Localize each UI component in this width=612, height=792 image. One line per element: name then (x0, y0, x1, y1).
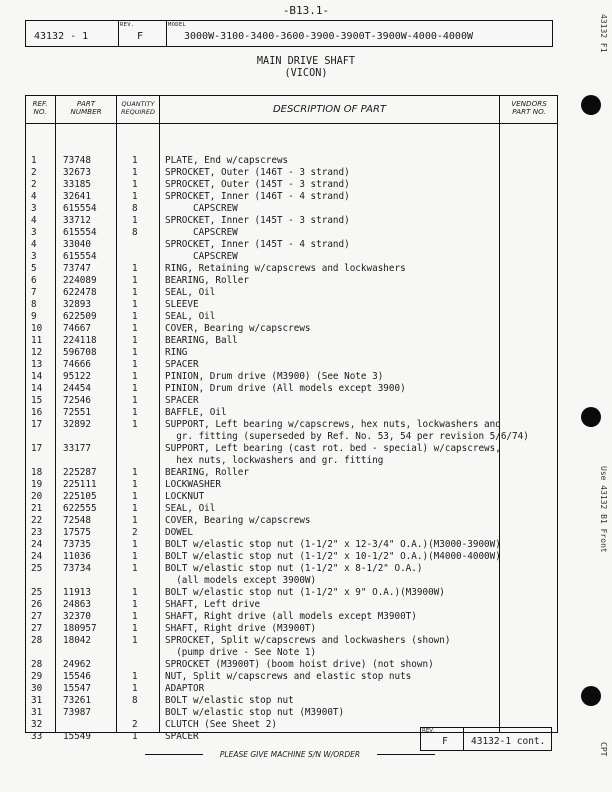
col-header-desc: DESCRIPTION OF PART (272, 104, 387, 115)
ref-number: 27 (31, 611, 43, 622)
table-row (25, 575, 558, 587)
part-number: 72551 (63, 407, 91, 418)
part-number: 11036 (63, 551, 91, 562)
part-number: 73734 (63, 563, 91, 574)
table-row (25, 551, 558, 563)
quantity: 1 (132, 587, 138, 598)
ref-number: 33 (31, 731, 43, 742)
description: BOLT w/elastic stop nut (1-1/2" x 12-3/4" O.A.)(M3000-3900W) (165, 539, 501, 550)
description: PLATE, End w/capscrews (165, 155, 289, 166)
footer-line-right (377, 754, 435, 755)
ref-number: 25 (31, 587, 43, 598)
table-row (25, 179, 558, 191)
description: SPROCKET, Inner (146T - 4 strand) (165, 191, 350, 202)
header-models: 3000W-3100-3400-3600-3900-3900T-3900W-4000-4000W (184, 31, 473, 42)
table-row (25, 419, 558, 431)
quantity: 1 (132, 491, 138, 502)
footer-rev-box (420, 727, 552, 751)
part-number: 17575 (63, 527, 91, 538)
quantity: 1 (132, 287, 138, 298)
quantity: 8 (132, 227, 138, 238)
ref-number: 1 (31, 155, 37, 166)
ref-number: 16 (31, 407, 43, 418)
part-number: 32893 (63, 299, 91, 310)
table-row (25, 455, 558, 467)
ref-number: 23 (31, 527, 43, 538)
ref-number: 20 (31, 491, 43, 502)
description: SPACER (165, 731, 199, 742)
footer-rev-separator (463, 728, 464, 750)
ref-number: 12 (31, 347, 43, 358)
description: hex nuts, lockwashers and gr. fitting (165, 455, 384, 466)
ref-number: 28 (31, 659, 43, 670)
part-number: 73735 (63, 539, 91, 550)
part-number: 32370 (63, 611, 91, 622)
quantity: 1 (132, 479, 138, 490)
table-row (25, 287, 558, 299)
header-part-number: 43132 - 1 (34, 31, 89, 42)
description: RING (165, 347, 188, 358)
description: BEARING, Roller (165, 275, 249, 286)
part-number: 225287 (63, 467, 97, 478)
ref-number: 17 (31, 443, 43, 454)
part-number: 24962 (63, 659, 91, 670)
table-row (25, 311, 558, 323)
part-number: 33177 (63, 443, 91, 454)
quantity: 1 (132, 347, 138, 358)
quantity: 1 (132, 263, 138, 274)
description: BOLT w/elastic stop nut (1-1/2" x 9" O.A.)(M3900W) (165, 587, 445, 598)
part-number: 11913 (63, 587, 91, 598)
part-number: 24863 (63, 599, 91, 610)
quantity: 1 (132, 335, 138, 346)
table-row (25, 683, 558, 695)
part-number: 224089 (63, 275, 97, 286)
part-number: 95122 (63, 371, 91, 382)
page-title: MAIN DRIVE SHAFT (256, 56, 356, 67)
description: SEAL, Oil (165, 287, 216, 298)
table-row (25, 623, 558, 635)
table-row (25, 491, 558, 503)
part-number: 224118 (63, 335, 97, 346)
description: BOLT w/elastic stop nut (1-1/2" x 10-1/2" O.A.)(M4000-4000W) (165, 551, 501, 562)
table-row (25, 659, 558, 671)
description: BAFFLE, Oil (165, 407, 227, 418)
description: SHAFT, Left drive (165, 599, 261, 610)
part-number: 15546 (63, 671, 91, 682)
part-number: 33712 (63, 215, 91, 226)
page-subtitle: (VICON) (284, 68, 328, 79)
description: SPROCKET (M3900T) (boom hoist drive) (not shown) (165, 659, 434, 670)
table-row (25, 563, 558, 575)
quantity: 1 (132, 215, 138, 226)
part-number: 225105 (63, 491, 97, 502)
quantity: 1 (132, 623, 138, 634)
description: SPACER (165, 395, 199, 406)
description: SHAFT, Right drive (M3900T) (165, 623, 317, 634)
header-rev-cell (118, 21, 167, 46)
quantity: 1 (132, 563, 138, 574)
ref-number: 17 (31, 419, 43, 430)
description: SLEEVE (165, 299, 199, 310)
part-number: 180957 (63, 623, 97, 634)
quantity: 1 (132, 191, 138, 202)
description: SHAFT, Right drive (all models except M3900T) (165, 611, 417, 622)
description: SUPPORT, Left bearing (cast rot. bed - special) w/capscrews, (165, 443, 501, 454)
part-number: 596708 (63, 347, 97, 358)
col-header-vendors: VENDORS PART NO. (511, 99, 547, 116)
description: BEARING, Ball (165, 335, 238, 346)
quantity: 2 (132, 527, 138, 538)
part-number: 225111 (63, 479, 97, 490)
ref-number: 25 (31, 563, 43, 574)
col-header-qty: QUANTITY REQUIRED (120, 100, 156, 116)
table-row (25, 671, 558, 683)
quantity: 1 (132, 395, 138, 406)
description: DOWEL (165, 527, 193, 538)
part-number: 73748 (63, 155, 91, 166)
ref-number: 4 (31, 191, 37, 202)
part-number: 15549 (63, 731, 91, 742)
table-row (25, 527, 558, 539)
col-header-ref: REF. NO. (32, 99, 48, 116)
footer-rev-label: REV. (422, 728, 435, 734)
quantity: 1 (132, 551, 138, 562)
table-row (25, 191, 558, 203)
table-row (25, 515, 558, 527)
quantity: 1 (132, 359, 138, 370)
description: SUPPORT, Left bearing w/capscrews, hex nuts, lockwashers and (165, 419, 501, 430)
table-row (25, 479, 558, 491)
ref-number: 19 (31, 479, 43, 490)
quantity: 8 (132, 203, 138, 214)
table-row (25, 215, 558, 227)
description: NUT, Split w/capscrews and elastic stop nuts (165, 671, 412, 682)
ref-number: 9 (31, 311, 37, 322)
ref-number: 28 (31, 635, 43, 646)
quantity: 1 (132, 599, 138, 610)
footer-part-cont: 43132-1 cont. (471, 736, 546, 747)
ref-number: 3 (31, 227, 37, 238)
quantity: 1 (132, 155, 138, 166)
description: CLUTCH (See Sheet 2) (165, 719, 277, 730)
quantity: 8 (132, 695, 138, 706)
ref-number: 13 (31, 359, 43, 370)
quantity: 1 (132, 299, 138, 310)
ref-number: 30 (31, 683, 43, 694)
ref-number: 2 (31, 179, 37, 190)
quantity: 1 (132, 503, 138, 514)
table-row (25, 539, 558, 551)
col-header-part: PART NUMBER (70, 99, 102, 116)
part-number: 73261 (63, 695, 91, 706)
header-part-cell (26, 21, 119, 46)
quantity: 1 (132, 671, 138, 682)
margin-text-middle: Use 43132 B1 Front (599, 466, 608, 553)
table-top-border (25, 95, 558, 96)
quantity: 1 (132, 635, 138, 646)
description: COVER, Bearing w/capscrews (165, 323, 311, 334)
ref-number: 32 (31, 719, 43, 730)
ref-number: 18 (31, 467, 43, 478)
quantity: 1 (132, 371, 138, 382)
part-number: 615554 (63, 251, 97, 262)
table-row (25, 611, 558, 623)
header-box (25, 20, 553, 47)
ref-number: 29 (31, 671, 43, 682)
quantity: 1 (132, 683, 138, 694)
part-number: 615554 (63, 227, 97, 238)
table-row (25, 443, 558, 455)
ref-number: 3 (31, 251, 37, 262)
description: CAPSCREW (165, 203, 238, 214)
part-number: 18042 (63, 635, 91, 646)
header-rev-label: REV. (120, 22, 135, 28)
binder-hole-bottom (581, 686, 601, 706)
table-row (25, 587, 558, 599)
ref-number: 24 (31, 539, 43, 550)
part-number: 622478 (63, 287, 97, 298)
description: RING, Retaining w/capscrews and lockwashers (165, 263, 406, 274)
table-row (25, 431, 558, 443)
description: BOLT w/elastic stop nut (M3900T) (165, 707, 345, 718)
table-row (25, 335, 558, 347)
description: PINION, Drum drive (M3900) (See Note 3) (165, 371, 384, 382)
description: LOCKNUT (165, 491, 205, 502)
description: (pump drive - See Note 1) (165, 647, 317, 658)
part-number: 72548 (63, 515, 91, 526)
footer-note-wrap (145, 750, 435, 759)
ref-number: 8 (31, 299, 37, 310)
description: COVER, Bearing w/capscrews (165, 515, 311, 526)
footer-line-left (145, 754, 203, 755)
description: BOLT w/elastic stop nut (1-1/2" x 8-1/2" O.A.) (165, 563, 423, 574)
table-row (25, 395, 558, 407)
table-row (25, 203, 558, 215)
part-number: 615554 (63, 203, 97, 214)
binder-hole-top (581, 95, 601, 115)
ref-number: 7 (31, 287, 37, 298)
footer-note: PLEASE GIVE MACHINE S/N W/ORDER (219, 750, 361, 759)
ref-number: 3 (31, 203, 37, 214)
description: ADAPTOR (165, 683, 205, 694)
table-row (25, 299, 558, 311)
ref-number: 14 (31, 371, 43, 382)
quantity: 1 (132, 179, 138, 190)
description: LOCKWASHER (165, 479, 221, 490)
page-code: -B13.1- (282, 4, 330, 17)
part-number: 15547 (63, 683, 91, 694)
part-number: 72546 (63, 395, 91, 406)
table-row (25, 227, 558, 239)
part-number: 74667 (63, 323, 91, 334)
ref-number: 14 (31, 383, 43, 394)
table-row (25, 407, 558, 419)
ref-number: 5 (31, 263, 37, 274)
ref-number: 24 (31, 551, 43, 562)
table-row (25, 647, 558, 659)
quantity: 1 (132, 467, 138, 478)
part-number: 622555 (63, 503, 97, 514)
description: SPROCKET, Inner (145T - 3 strand) (165, 215, 350, 226)
table-row (25, 467, 558, 479)
binder-hole-middle (581, 407, 601, 427)
quantity: 1 (132, 419, 138, 430)
description: (all models except 3900W) (165, 575, 317, 586)
quantity: 1 (132, 515, 138, 526)
part-number: 33040 (63, 239, 91, 250)
part-number: 73747 (63, 263, 91, 274)
ref-number: 6 (31, 275, 37, 286)
ref-number: 22 (31, 515, 43, 526)
ref-number: 11 (31, 335, 43, 346)
ref-number: 4 (31, 215, 37, 226)
table-row (25, 383, 558, 395)
footer-rev-value: F (442, 736, 448, 747)
part-number: 24454 (63, 383, 91, 394)
ref-number: 21 (31, 503, 43, 514)
ref-number: 10 (31, 323, 43, 334)
part-number: 32641 (63, 191, 91, 202)
margin-text-bottom: CPT (599, 742, 608, 757)
table-row (25, 347, 558, 359)
description: BEARING, Roller (165, 467, 249, 478)
part-number: 74666 (63, 359, 91, 370)
description: gr. fitting (superseded by Ref. No. 53, 54 per revision 5/6/74) (165, 431, 529, 442)
description: SPROCKET, Split w/capscrews and lockwashers (shown) (165, 635, 451, 646)
description: SPROCKET, Outer (146T - 3 strand) (165, 167, 350, 178)
table-row (25, 503, 558, 515)
quantity: 1 (132, 383, 138, 394)
ref-number: 4 (31, 239, 37, 250)
table-row (25, 707, 558, 719)
quantity: 1 (132, 407, 138, 418)
description: SPROCKET, Inner (145T - 4 strand) (165, 239, 350, 250)
table-row (25, 371, 558, 383)
description: PINION, Drum drive (All models except 3900) (165, 383, 406, 394)
quantity: 1 (132, 275, 138, 286)
description: CAPSCREW (165, 227, 238, 238)
description: SEAL, Oil (165, 503, 216, 514)
description: SEAL, Oil (165, 311, 216, 322)
table-row (25, 323, 558, 335)
quantity: 1 (132, 167, 138, 178)
table-row (25, 635, 558, 647)
header-rev-value: F (137, 31, 144, 42)
table-row (25, 239, 558, 251)
table-row (25, 275, 558, 287)
table-row (25, 599, 558, 611)
quantity: 1 (132, 323, 138, 334)
part-number: 622509 (63, 311, 97, 322)
table-row (25, 167, 558, 179)
description: SPROCKET, Outer (145T - 3 strand) (165, 179, 350, 190)
ref-number: 2 (31, 167, 37, 178)
quantity: 1 (132, 539, 138, 550)
ref-number: 31 (31, 707, 43, 718)
table-header-divider (25, 123, 558, 124)
quantity: 2 (132, 719, 138, 730)
part-number: 32892 (63, 419, 91, 430)
part-number: 73987 (63, 707, 91, 718)
table-row (25, 359, 558, 371)
quantity: 1 (132, 311, 138, 322)
table-row (25, 155, 558, 167)
table-row (25, 695, 558, 707)
quantity: 1 (132, 731, 138, 742)
quantity: 1 (132, 611, 138, 622)
header-model-label: MODEL (168, 22, 187, 28)
ref-number: 31 (31, 695, 43, 706)
ref-number: 27 (31, 623, 43, 634)
description: SPACER (165, 359, 199, 370)
part-number: 32673 (63, 167, 91, 178)
margin-text-top: 43132 F1 (599, 14, 608, 53)
description: BOLT w/elastic stop nut (165, 695, 294, 706)
table-row (25, 251, 558, 263)
table-row (25, 263, 558, 275)
ref-number: 15 (31, 395, 43, 406)
description: CAPSCREW (165, 251, 238, 262)
part-number: 33185 (63, 179, 91, 190)
ref-number: 26 (31, 599, 43, 610)
